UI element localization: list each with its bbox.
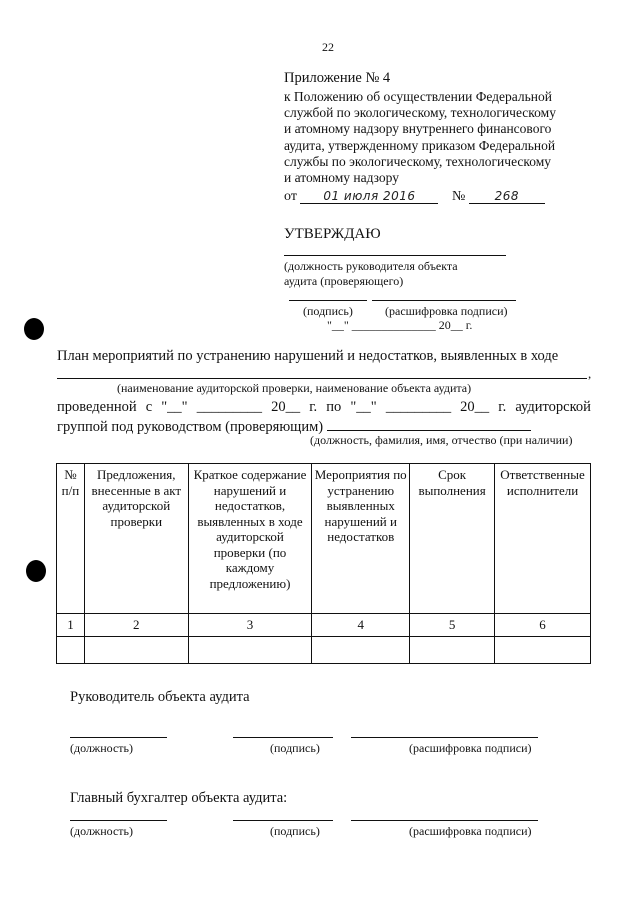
position-caption: (должность) xyxy=(70,741,133,755)
period-word: _________ xyxy=(385,399,452,415)
position-line xyxy=(284,255,506,256)
period-word: проведенной xyxy=(57,399,137,415)
period-word: аудиторской xyxy=(515,399,591,415)
from-label: от xyxy=(284,189,297,204)
decoding-caption: (расшифровка подписи) xyxy=(409,824,532,838)
empty-cell xyxy=(495,637,591,664)
header-violations-summary: Краткое содержание нарушений и недостатков, выявленных в ходе аудиторской проверки (по каждому предложению) xyxy=(188,464,312,614)
header-measures: Мероприятия по устранению выявленных нарушений и недостатков xyxy=(312,464,410,614)
decoding-line xyxy=(351,737,538,738)
appendix-line: и атомному надзору внутреннего финансового xyxy=(284,121,552,137)
period-word: 20__ xyxy=(271,399,301,415)
position-caption: (должность) xyxy=(70,824,133,838)
audit-name-line xyxy=(57,378,587,379)
period-word: г. xyxy=(498,399,507,415)
order-date-handwritten: 01 июля 2016 xyxy=(300,189,438,204)
title-trailing-comma: , xyxy=(588,366,592,381)
appendix-title: Приложение № 4 xyxy=(284,70,391,86)
column-number: 3 xyxy=(188,614,312,637)
decoding-line xyxy=(351,820,538,821)
header-proposals: Предложения, внесенные в акт аудиторской проверки xyxy=(84,464,188,614)
period-word: _________ xyxy=(196,399,262,415)
signature-line xyxy=(233,737,333,738)
table-header-row xyxy=(57,464,591,614)
column-number: 2 xyxy=(84,614,188,637)
header-responsible: Ответственные исполнители xyxy=(495,464,591,614)
audit-period-sentence xyxy=(57,398,591,437)
audit-head-title: Руководитель объекта аудита xyxy=(70,689,250,705)
action-plan-table xyxy=(56,463,591,664)
chief-accountant-title: Главный бухгалтер объекта аудита: xyxy=(70,790,288,806)
period-word: "__" xyxy=(161,399,188,415)
empty-cell xyxy=(188,637,312,664)
table-column-numbers-row xyxy=(57,614,591,637)
appendix-line: службы по экологическому, технологическому xyxy=(284,153,552,169)
audit-name-caption: (наименование аудиторской проверки, наименование объекта аудита) xyxy=(117,381,472,395)
approval-date-line: "__" ______________ 20__ г. xyxy=(327,318,473,332)
period-word: по xyxy=(326,399,342,415)
appendix-line: аудита, утвержденному приказом Федеральной xyxy=(284,137,556,153)
plan-title: План мероприятий по устранению нарушений и недостатков, выявленных в ходе xyxy=(57,348,559,364)
signature-caption: (подпись) xyxy=(303,304,353,318)
column-number: 5 xyxy=(410,614,495,637)
hole-punch-mark-bottom xyxy=(26,560,46,582)
table-empty-row xyxy=(57,637,591,664)
order-date-number-line xyxy=(284,189,545,205)
empty-cell xyxy=(57,637,85,664)
column-number: 1 xyxy=(57,614,85,637)
column-number: 4 xyxy=(312,614,410,637)
order-number-handwritten: 268 xyxy=(469,189,545,204)
appendix-line: к Положению об осуществлении Федеральной xyxy=(284,89,552,104)
page-number: 22 xyxy=(322,40,334,54)
auditor-name-blank xyxy=(327,417,531,431)
position-caption-2: аудита (проверяющего) xyxy=(284,274,404,288)
decoding-caption: (расшифровка подписи) xyxy=(409,741,532,755)
person-caption: (должность, фамилия, имя, отчество (при наличии) xyxy=(310,433,573,447)
period-word: "__" xyxy=(350,399,377,415)
position-line xyxy=(70,820,167,821)
appendix-line: службой по экологическому, технологическому xyxy=(284,105,556,121)
approval-heading: УТВЕРЖДАЮ xyxy=(284,226,381,242)
column-number: 6 xyxy=(495,614,591,637)
signature-caption: (подпись) xyxy=(270,824,320,838)
period-word: с xyxy=(145,399,153,415)
header-deadline: Срок выполнения xyxy=(410,464,495,614)
empty-cell xyxy=(84,637,188,664)
empty-cell xyxy=(312,637,410,664)
signature-line xyxy=(289,300,367,301)
position-line xyxy=(70,737,167,738)
signature-caption: (подпись) xyxy=(270,741,320,755)
decoding-caption: (расшифровка подписи) xyxy=(385,304,508,318)
number-label: № xyxy=(451,189,466,204)
position-caption-1: (должность руководителя объекта xyxy=(284,259,458,273)
empty-cell xyxy=(410,637,495,664)
decoding-line xyxy=(372,300,516,301)
appendix-reference-text xyxy=(284,89,596,186)
period-word: 20__ xyxy=(460,399,490,415)
hole-punch-mark-top xyxy=(24,318,44,340)
signature-line xyxy=(233,820,333,821)
period-word: г. xyxy=(309,399,318,415)
appendix-line: и атомному надзору xyxy=(284,170,399,186)
audit-period-line xyxy=(57,398,591,417)
header-number: № п/п xyxy=(57,464,85,614)
audit-group-text: группой под руководством (проверяющим) xyxy=(57,419,324,435)
